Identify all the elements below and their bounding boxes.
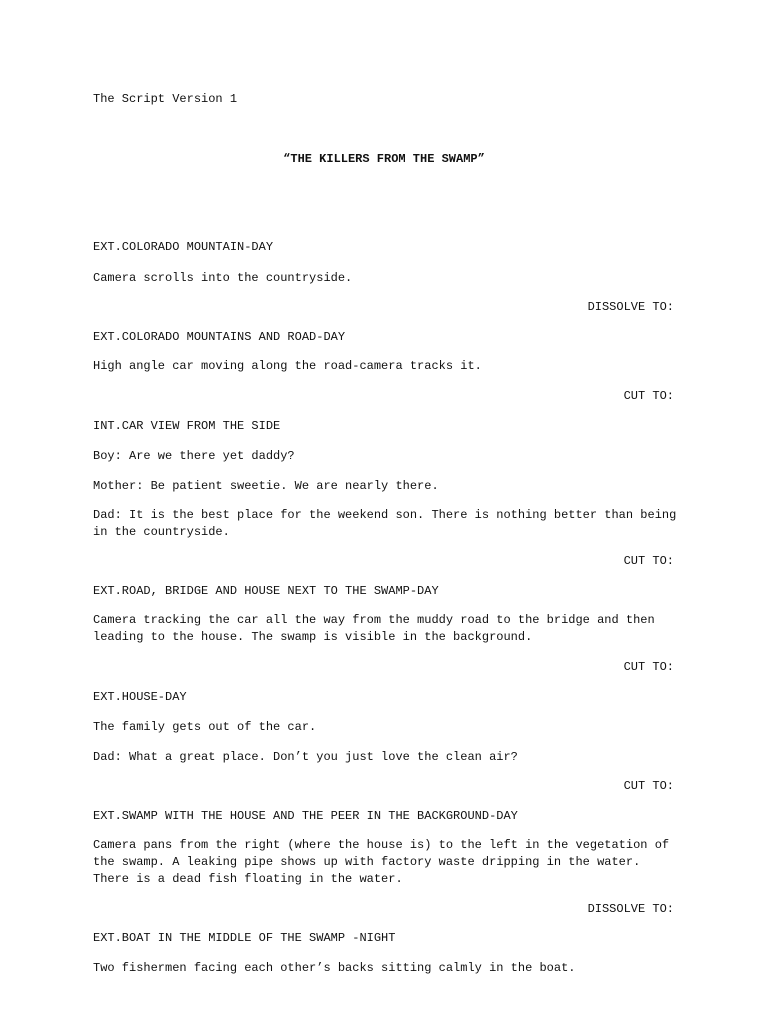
action-2: High angle car moving along the road-camera tracks it. [93,359,482,373]
scene-heading-5: EXT.HOUSE-DAY [93,690,187,704]
transition-3: CUT TO: [623,554,674,568]
scene-heading-7: EXT.BOAT IN THE MIDDLE OF THE SWAMP -NIGHT [93,931,396,945]
dialogue-boy: Boy: Are we there yet daddy? [93,449,295,463]
script-title: “THE KILLERS FROM THE SWAMP” [283,152,485,166]
scene-heading-1: EXT.COLORADO MOUNTAIN-DAY [93,240,274,254]
scene-heading-3: INT.CAR VIEW FROM THE SIDE [93,419,281,433]
action-7: Two fishermen facing each other’s backs sitting calmly in the boat. [93,961,576,975]
transition-6: DISSOLVE TO: [587,902,674,916]
scene-heading-4: EXT.ROAD, BRIDGE AND HOUSE NEXT TO THE SWAMP-DAY [93,584,439,598]
action-5: The family gets out of the car. [93,720,317,734]
scene-heading-6: EXT.SWAMP WITH THE HOUSE AND THE PEER IN THE BACKGROUND-DAY [93,809,518,823]
action-1: Camera scrolls into the countryside. [93,271,353,285]
script-version-label: The Script Version 1 [93,92,238,106]
transition-5: CUT TO: [623,779,674,793]
transition-2: CUT TO: [623,389,674,403]
scene-heading-2: EXT.COLORADO MOUNTAINS AND ROAD-DAY [93,330,346,344]
action-4: Camera tracking the car all the way from the muddy road to the bridge and then leading to the house. The swamp is visible in the background. [93,613,655,644]
action-6: Camera pans from the right (where the house is) to the left in the vegetation of the swamp. A leaking pipe shows up with factory waste dripping in the water. There is a dead fish floating in the water. [93,838,670,886]
transition-4: CUT TO: [623,660,674,674]
dialogue-mother: Mother: Be patient sweetie. We are nearly there. [93,479,439,493]
dialogue-dad-1: Dad: It is the best place for the weekend son. There is nothing better than being in the countryside. [93,508,677,539]
transition-1: DISSOLVE TO: [587,300,674,314]
dialogue-dad-2: Dad: What a great place. Don’t you just love the clean air? [93,750,518,764]
